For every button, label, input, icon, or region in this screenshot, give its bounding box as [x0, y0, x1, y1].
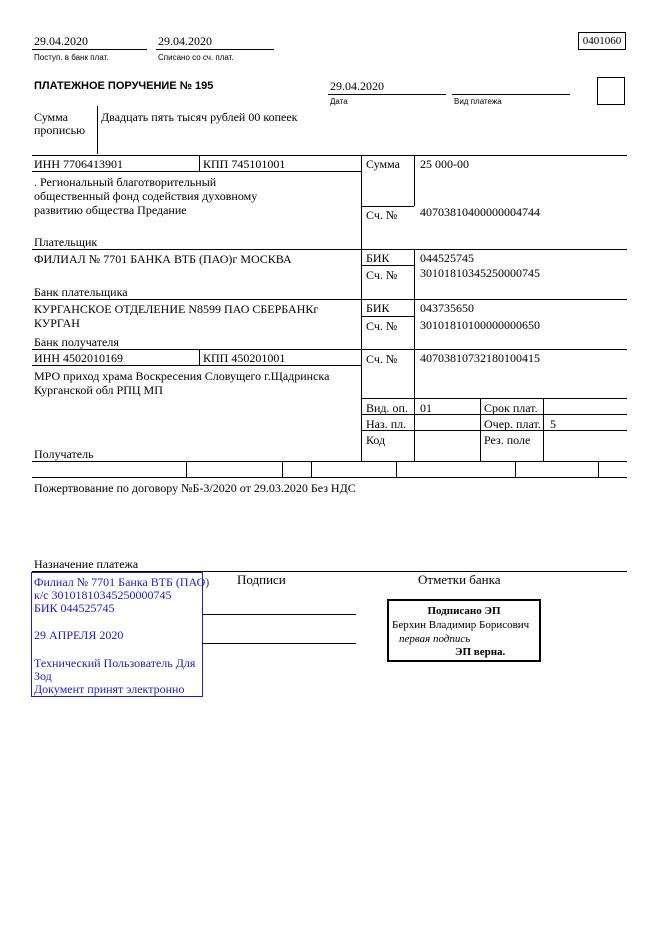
bank-stamp-date: 29 АПРЕЛЯ 2020 — [34, 628, 124, 642]
payer-kpp: КПП 745101001 — [203, 157, 286, 171]
label-debited: Списано со сч. плат. — [158, 53, 234, 62]
divider — [414, 155, 415, 206]
ep-signature-type: первая подпись — [399, 633, 471, 645]
amount-words-label-1: Сумма — [34, 110, 68, 124]
divider — [414, 349, 415, 399]
divider — [543, 398, 544, 461]
divider — [97, 106, 98, 154]
label-date: Дата — [330, 97, 348, 106]
divider — [598, 461, 599, 477]
payee-inn: ИНН 4502010169 — [34, 351, 123, 365]
signature-line — [203, 643, 356, 644]
divider — [515, 461, 516, 477]
payer-bik-value: 044525745 — [420, 251, 474, 265]
divider — [199, 155, 200, 171]
divider — [361, 265, 414, 266]
divider — [282, 461, 283, 477]
amount-words-label-2: прописью — [34, 123, 86, 137]
divider — [361, 155, 362, 461]
ep-verified: ЭП верна. — [455, 646, 506, 658]
divider — [186, 461, 187, 477]
payer-bik-label: БИК — [366, 251, 390, 265]
bank-stamp-line: к/с 30101810345250000745 — [34, 588, 172, 602]
payer-name-line: . Региональный благотворительный — [34, 175, 217, 189]
sum-label: Сумма — [366, 157, 400, 171]
divider — [32, 299, 627, 300]
naz-pl-label: Наз. пл. — [366, 417, 407, 431]
amount-words-value: Двадцать пять тысяч рублей 00 копеек — [101, 110, 298, 124]
payee-corr-value: 30101810100000000650 — [420, 318, 540, 332]
divider — [414, 398, 415, 461]
payment-type-box — [597, 77, 625, 105]
ep-signature-box — [387, 599, 541, 662]
purpose-label: Назначение платежа — [34, 557, 139, 571]
kod-label: Код — [366, 433, 386, 447]
bank-marks-label: Отметки банка — [418, 572, 501, 587]
divider — [199, 349, 200, 365]
payer-corr-value: 30101810345250000745 — [420, 266, 540, 280]
signatures-label: Подписи — [237, 572, 286, 587]
bank-stamp — [31, 572, 210, 697]
bank-stamp-footer: Документ принят электронно — [34, 682, 185, 696]
ep-signer: Берхин Владимир Борисович — [392, 619, 530, 631]
divider — [32, 461, 627, 462]
order-date: 29.04.2020 — [330, 79, 384, 93]
payer-bank-label: Банк плательщика — [34, 285, 128, 299]
payee-account-value: 40703810732180100415 — [420, 351, 540, 365]
bank-stamp-line: Филиал № 7701 Банка ВТБ (ПАО) — [34, 575, 210, 589]
ocher-plat-value: 5 — [550, 417, 556, 431]
vid-op-value: 01 — [420, 401, 432, 415]
divider — [452, 94, 570, 95]
payee-label: Получатель — [34, 447, 94, 461]
bank-stamp-footer: Технический Пользователь Для — [34, 656, 196, 670]
rez-pole-label: Рез. поле — [484, 433, 531, 447]
divider — [32, 365, 362, 366]
signature-line — [203, 614, 356, 615]
payee-bik-value: 043735650 — [420, 301, 474, 315]
sum-value: 25 000-00 — [420, 157, 469, 171]
bank-stamp-footer: Зод — [34, 669, 52, 683]
payer-account-value: 40703810400000004744 — [420, 205, 540, 219]
payee-kpp: КПП 450201001 — [203, 351, 286, 365]
payee-name-line: МРО приход храма Воскресения Словущего г.Щадринска — [34, 369, 330, 383]
divider — [414, 249, 415, 299]
payee-bank-name-line: КУРГАНСКОЕ ОТДЕЛЕНИЕ N8599 ПАО СБЕРБАНКг — [34, 302, 319, 316]
divider — [396, 461, 397, 477]
payee-corr-label: Сч. № — [366, 319, 398, 333]
payee-account-label: Сч. № — [366, 352, 398, 366]
divider — [32, 349, 627, 350]
vid-op-label: Вид. оп. — [366, 401, 408, 415]
payer-label: Плательщик — [34, 235, 98, 249]
divider — [32, 155, 627, 156]
srok-plat-label: Срок плат. — [484, 401, 538, 415]
payee-bank-name-line: КУРГАН — [34, 316, 80, 330]
payee-name-line: Курганской обл РПЦ МП — [34, 383, 163, 397]
payee-bank-label: Банк получателя — [34, 335, 119, 349]
divider — [156, 49, 274, 50]
divider — [328, 94, 446, 95]
divider — [361, 206, 414, 207]
divider — [32, 49, 147, 50]
divider — [480, 398, 481, 461]
label-received: Поступ. в банк плат. — [34, 53, 109, 62]
page-title: ПЛАТЕЖНОЕ ПОРУЧЕНИЕ № 195 — [34, 80, 214, 92]
payer-corr-label: Сч. № — [366, 268, 398, 282]
bank-stamp-line: БИК 044525745 — [34, 601, 115, 615]
divider — [32, 477, 627, 478]
divider — [361, 316, 414, 317]
purpose-text: Пожертвование по договору №Б-3/2020 от 29.03.2020 Без НДС — [34, 481, 356, 495]
form-code: 0401060 — [578, 32, 626, 50]
payer-name-line: развитию общества Предание — [34, 203, 187, 217]
date-received: 29.04.2020 — [34, 34, 88, 48]
divider — [32, 171, 362, 172]
divider — [414, 299, 415, 349]
label-payment-type: Вид платежа — [454, 97, 502, 106]
ep-title: Подписано ЭП — [427, 605, 501, 617]
payer-bank-name: ФИЛИАЛ № 7701 БАНКА ВТБ (ПАО)г МОСКВА — [34, 252, 292, 266]
divider — [32, 249, 627, 250]
payer-name-line: общественный фонд содействия духовному — [34, 189, 258, 203]
divider — [361, 398, 627, 399]
ocher-plat-label: Очер. плат. — [484, 417, 541, 431]
payer-inn: ИНН 7706413901 — [34, 157, 123, 171]
date-debited: 29.04.2020 — [158, 34, 212, 48]
payee-bik-label: БИК — [366, 301, 390, 315]
divider — [311, 461, 312, 477]
payer-account-label: Сч. № — [366, 208, 398, 222]
